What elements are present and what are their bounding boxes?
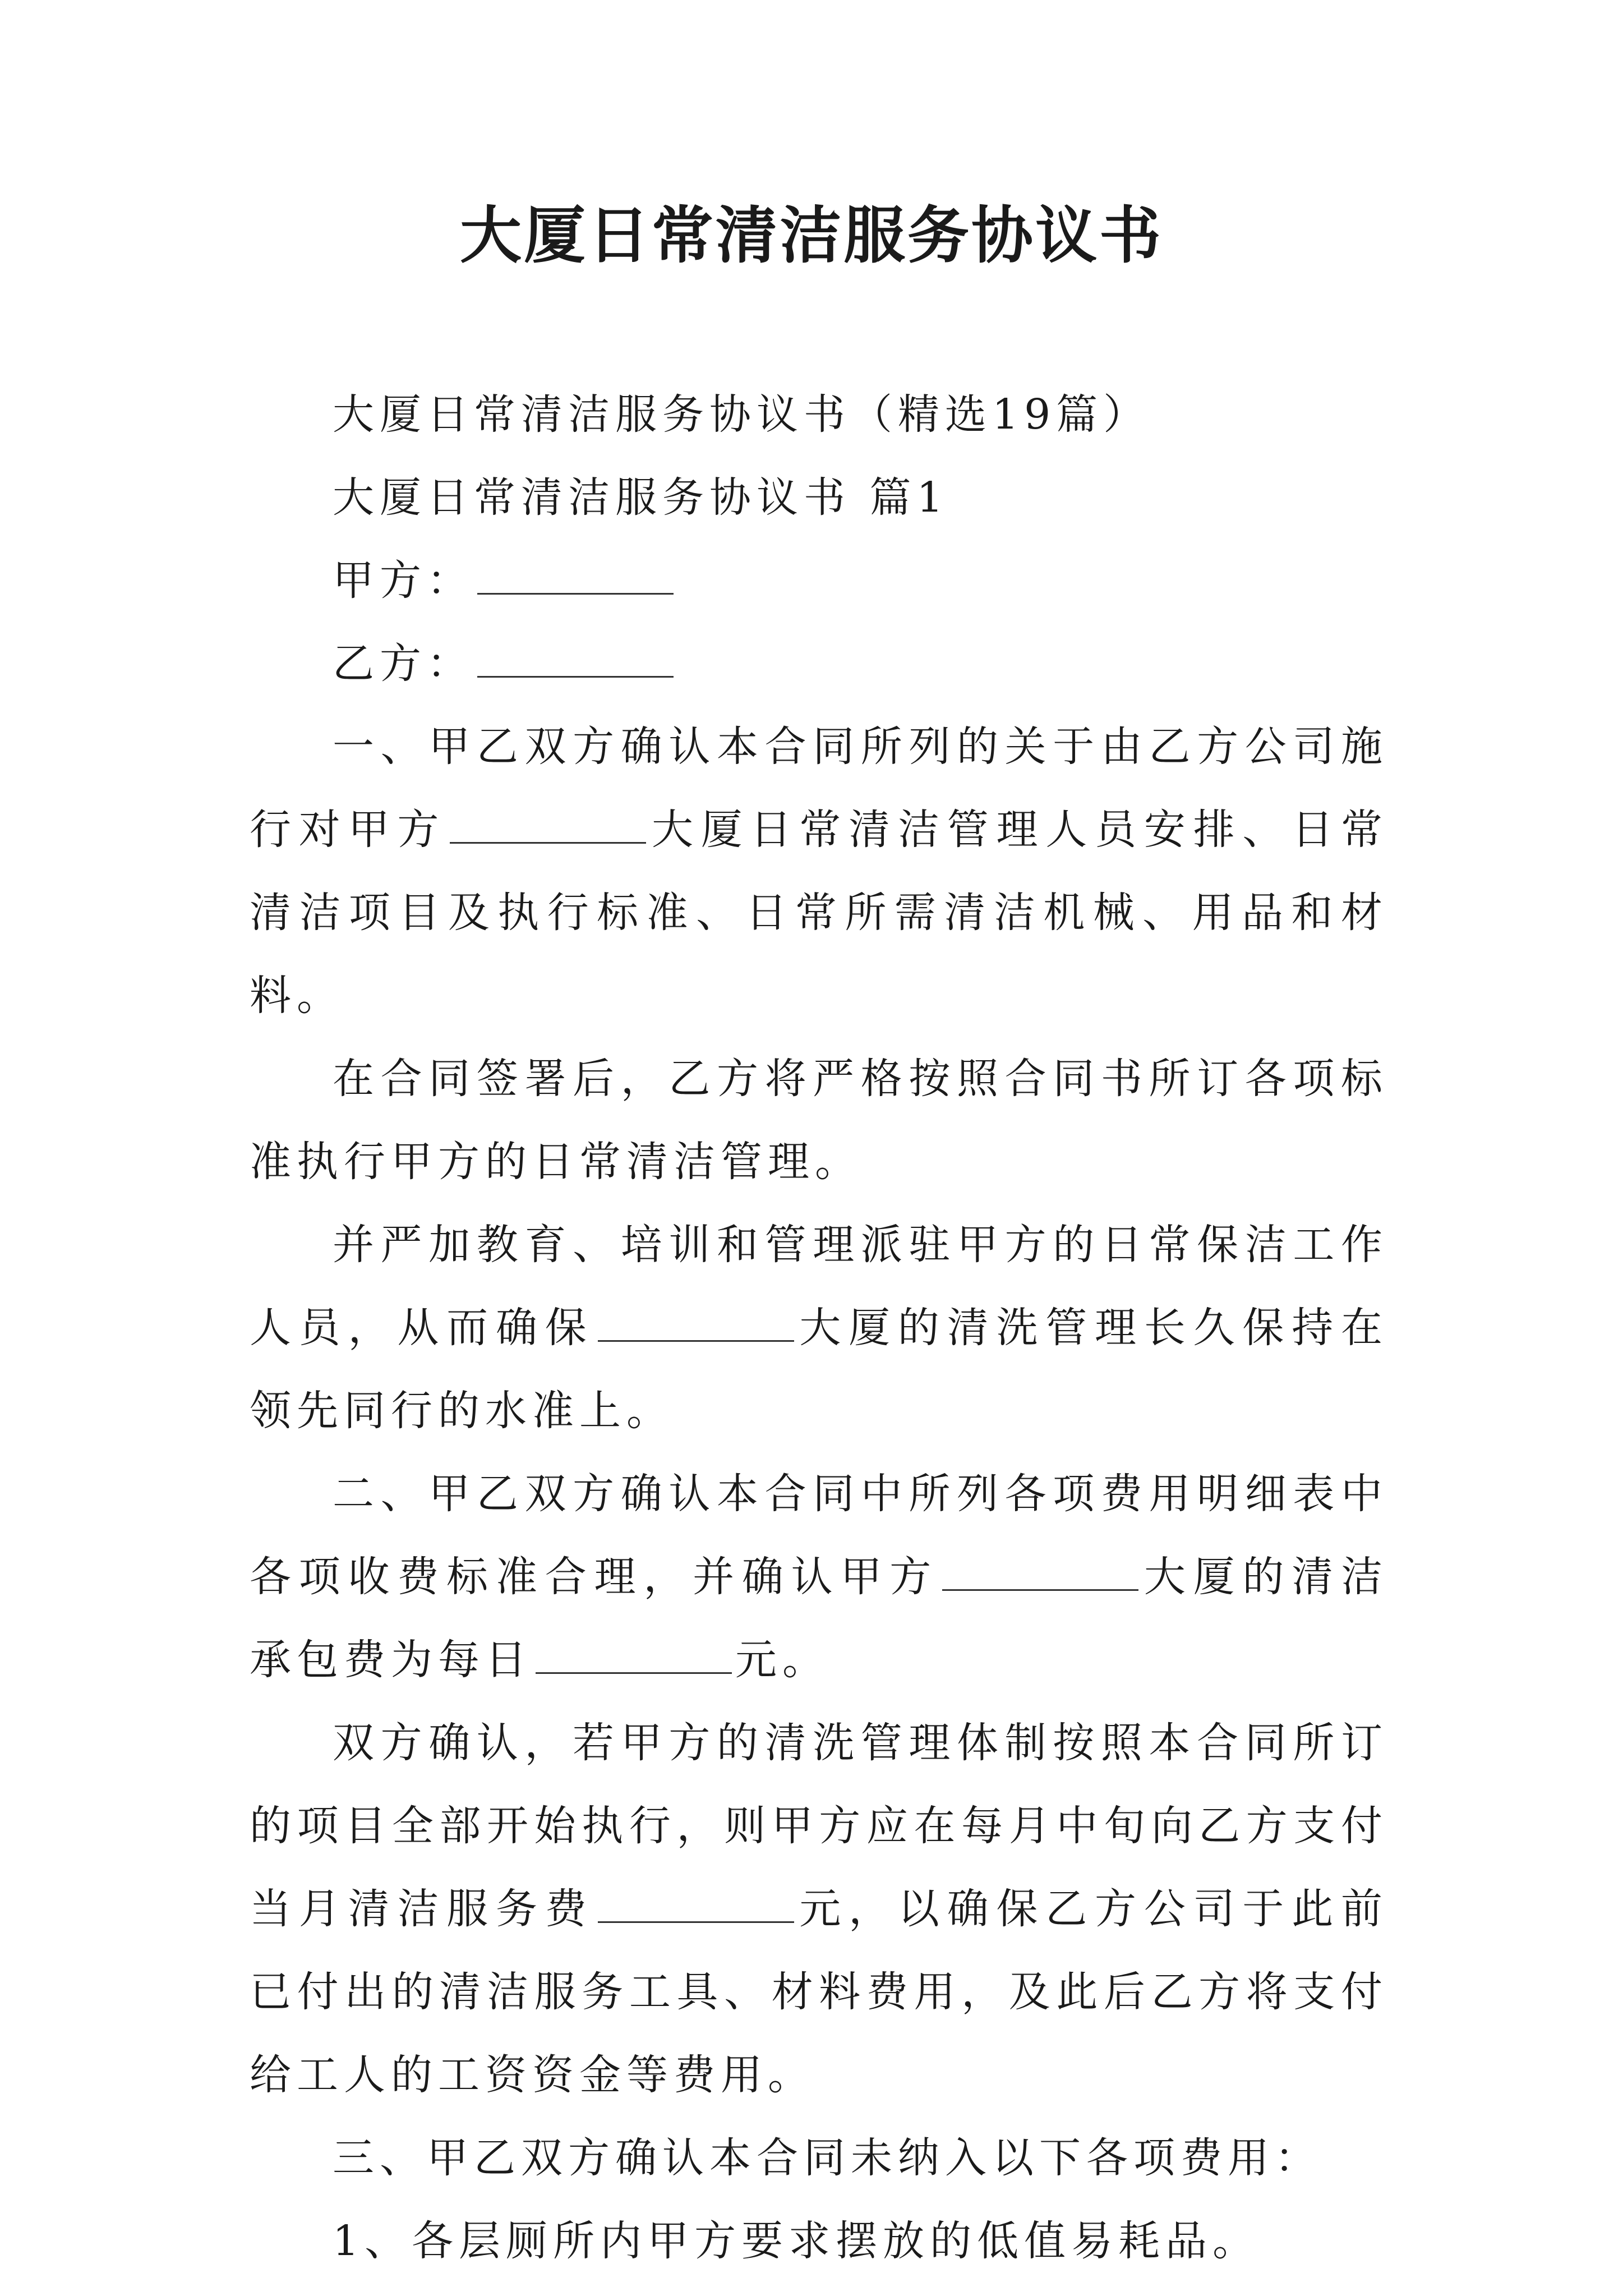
- paragraph-3-text-b: 大厦的清洗管理长久保持在领先同行的水准上。: [250, 1304, 1389, 1435]
- paragraph-7: 1、各层厕所内甲方要求摆放的低值易耗品。: [333, 2217, 1260, 2265]
- paragraph-5: [250, 1701, 1388, 2116]
- paragraph-5-text-a: 双方确认，若甲方的清洗管理体制按照本合同所订的项目全部开始执行，则甲方应在每月中旬向乙方支付当月清洁服务费: [250, 1719, 1388, 1933]
- paragraph-3: [250, 1203, 1388, 1452]
- paragraph-1-text-b: 大厦日常清洁管理人员安排、日常清洁项目及执行标准、日常所需清洁机械、用品和材料。: [250, 806, 1389, 1020]
- paragraph-1-text-a: 一、甲乙双方确认本合同所列的关于由乙方公司施行对甲方: [250, 723, 1388, 854]
- paragraph-4: [250, 1452, 1388, 1701]
- paragraph-3-blank: [598, 1303, 794, 1342]
- paragraph-4-text-c: 元。: [735, 1636, 829, 1684]
- paragraph-4-text-b: 大厦的清洁承包费为每日: [250, 1553, 1389, 1684]
- party-a-blank: [477, 555, 674, 595]
- document-title: 大厦日常清洁服务协议书: [460, 199, 1163, 272]
- paragraph-4-blank-2: [536, 1635, 732, 1674]
- party-b-line: [250, 622, 1388, 705]
- party-b-blank: [477, 638, 674, 678]
- paragraph-4-blank-1: [942, 1552, 1138, 1591]
- paragraph-6: 三、甲乙双方确认本合同未纳入以下各项费用：: [333, 2134, 1322, 2182]
- subtitle: 大厦日常清洁服务协议书（精选19篇）: [333, 390, 1151, 439]
- paragraph-1-blank: [450, 804, 646, 844]
- paragraph-5-blank: [598, 1884, 794, 1923]
- party-a-label: 甲方：: [333, 556, 474, 605]
- party-b-label: 乙方：: [333, 639, 474, 688]
- paragraph-1: [250, 705, 1388, 1037]
- section-heading: 大厦日常清洁服务协议书 篇1: [333, 473, 949, 522]
- paragraph-4-text-a: 二、甲乙双方确认本合同中所列各项费用明细表中各项收费标准合理，并确认甲方: [250, 1470, 1388, 1601]
- paragraph-5-text-b: 元，以确保乙方公司于此前已付出的清洁服务工具、材料费用，及此后乙方将支付给工人的工资资金等费用。: [250, 1885, 1389, 2099]
- document-body: [250, 373, 1388, 2283]
- party-a-line: [250, 539, 1388, 622]
- paragraph-2: 在合同签署后，乙方将严格按照合同书所订各项标准执行甲方的日常清洁管理。: [250, 1055, 1388, 1186]
- paragraph-3-text-a: 并严加教育、培训和管理派驻甲方的日常保洁工作人员，从而确保: [250, 1221, 1388, 1352]
